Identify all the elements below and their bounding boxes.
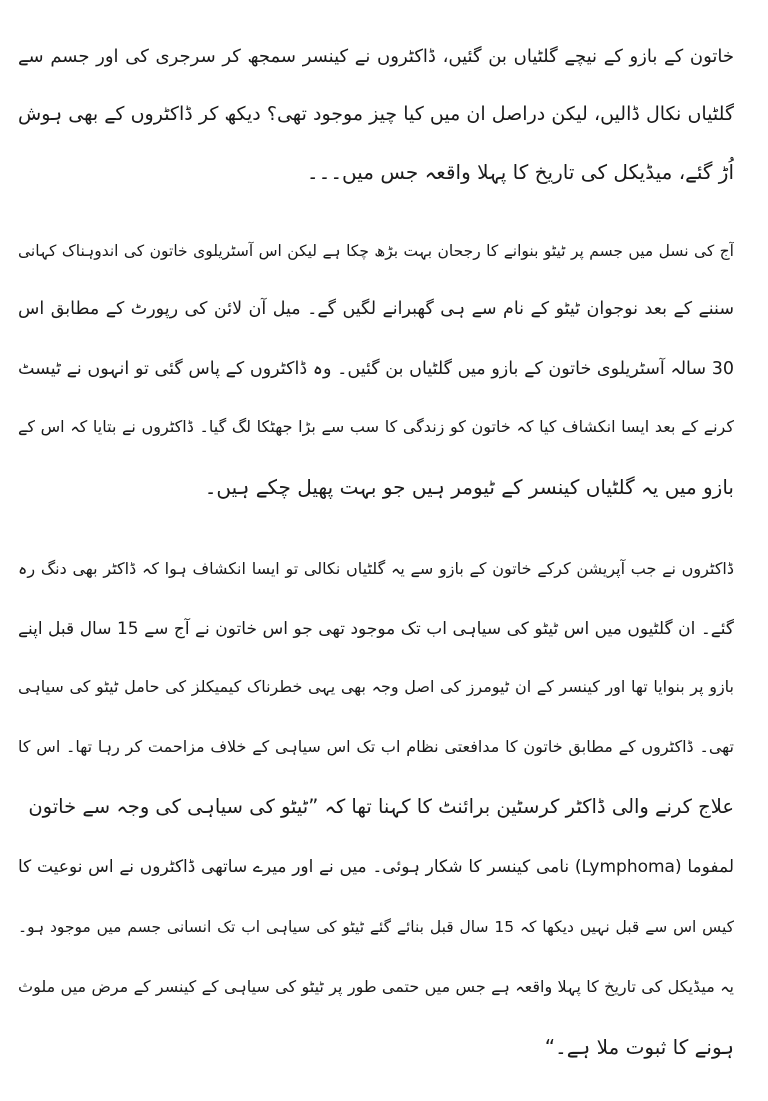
text-line: کرنے کے بعد ایسا انکشاف کیا کہ خاتون کو زندگی کا سب سے بڑا جھٹکا لگ گیا۔ ڈاکٹروں نے بتایا کہ اس کے xyxy=(18,417,734,436)
text-line: 30 سالہ آسٹریلوی خاتون کے بازو میں گلٹیاں بن گئیں۔ وہ ڈاکٹروں کے پاس گئی تو انہوں نے ٹیسٹ xyxy=(18,359,734,379)
text-line: تھی۔ ڈاکٹروں کے مطابق خاتون کا مدافعتی نظام اب تک اس سیاہی کے خلاف مزاحمت کر رہا تھا۔ اس کا xyxy=(18,737,734,756)
text-line: بازو پر بنوایا تھا اور کینسر کے ان ٹیومرز کی اصل وجہ بھی یہی خطرناک کیمیکلز کی حامل ٹیٹو کی سیاہی xyxy=(18,677,734,696)
text-line: علاج کرنے والی ڈاکٹر کرسٹین برائنٹ کا کہنا تھا کہ ”ٹیٹو کی سیاہی کی وجہ سے خاتون xyxy=(28,795,734,818)
text-line: ڈاکٹروں نے جب آپریشن کرکے خاتون کے بازو سے یہ گلٹیاں نکالی تو ایسا انکشاف ہوا کہ ڈاکٹر بھی دنگ رہ xyxy=(18,559,734,578)
text-line: یہ میڈیکل کی تاریخ کا پہلا واقعہ ہے جس میں حتمی طور پر ٹیٹو کی سیاہی کے کینسر کے مرض میں ملوث xyxy=(18,977,734,996)
text-line: گلٹیاں نکال ڈالیں، لیکن دراصل ان میں کیا چیز موجود تھی؟ دیکھ کر ڈاکٹروں کے بھی ہوش xyxy=(18,103,734,125)
text-line: سننے کے بعد نوجوان ٹیٹو کے نام سے ہی گھبرانے لگیں گے۔ میل آن لائن کی رپورٹ کے مطابق اس xyxy=(18,299,734,319)
text-line: آج کی نسل میں جسم پر ٹیٹو بنوانے کا رجحان بہت بڑھ چکا ہے لیکن اس آسٹریلوی خاتون کی اندوہناک کہانی xyxy=(18,242,734,260)
text-line: اُڑ گئے، میڈیکل کی تاریخ کا پہلا واقعہ جس میں۔۔۔ xyxy=(306,160,734,184)
text-line: ہونے کا ثبوت ملا ہے۔“ xyxy=(544,1035,734,1059)
text-line: بازو میں یہ گلٹیاں کینسر کے ٹیومر ہیں جو بہت پھیل چکے ہیں۔ xyxy=(204,475,734,499)
text-line: گئے۔ ان گلٹیوں میں اس ٹیٹو کی سیاہی اب تک موجود تھی جو اس خاتون نے آج سے 15 سال قبل اپنے xyxy=(18,619,734,639)
text-line: لمفوما (Lymphoma) نامی کینسر کا شکار ہوئی۔ میں نے اور میرے ساتھی ڈاکٹروں نے اس نوعیت کا xyxy=(18,857,734,877)
text-line: خاتون کے بازو کے نیچے گلٹیاں بن گئیں، ڈاکٹروں نے کینسر سمجھ کر سرجری کی اور جسم سے xyxy=(18,46,734,67)
text-line: کیس اس سے قبل نہیں دیکھا کہ 15 سال قبل بنائے گئے ٹیٹو کی سیاہی اب تک انسانی جسم میں موجود ہو۔ xyxy=(18,918,734,936)
